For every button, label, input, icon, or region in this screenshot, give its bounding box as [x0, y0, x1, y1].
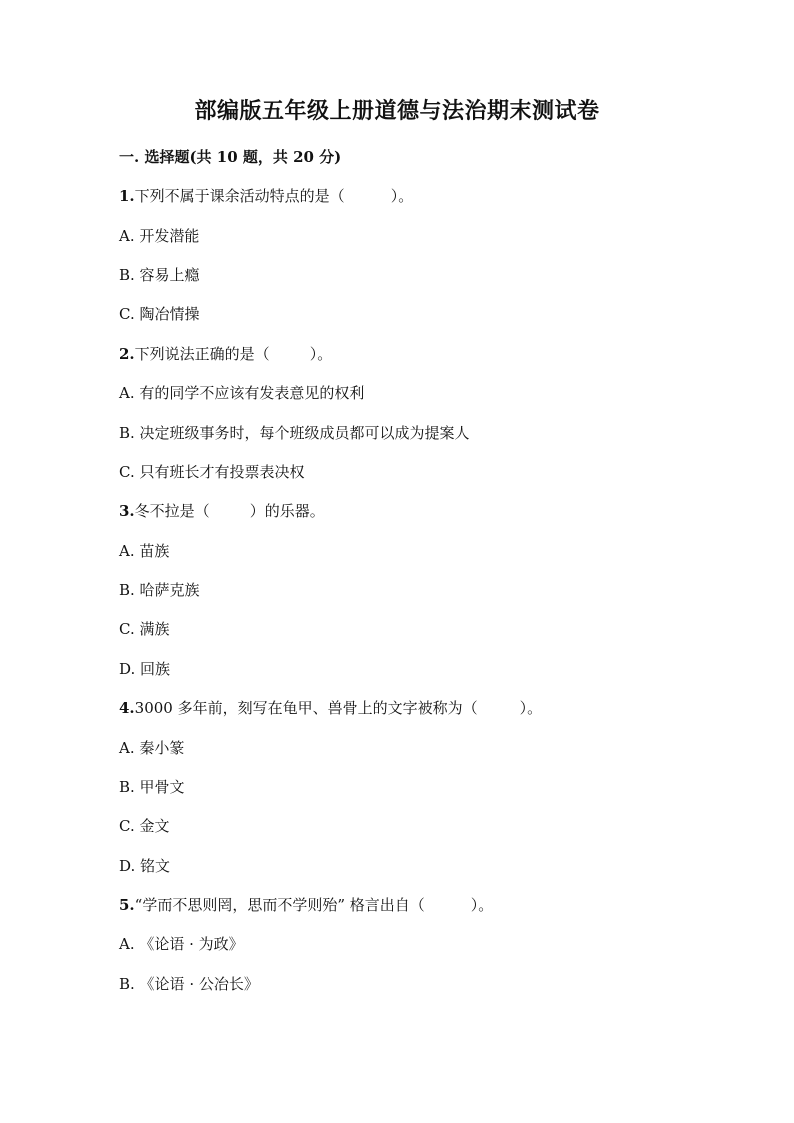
question-text-end: ）。 — [390, 187, 414, 205]
question-text: “学而不思则罔，思而不学则殆” 格言出自（ — [134, 896, 425, 914]
question-text: 下列不属于课余活动特点的是（ — [134, 187, 345, 205]
option-4b: B. 甲骨文 — [119, 778, 185, 796]
option-2c: C. 只有班长才有投票表决权 — [119, 463, 305, 481]
option-3b: B. 哈萨克族 — [119, 581, 200, 599]
question-text-end: ）。 — [470, 896, 494, 914]
option-2a: A. 有的同学不应该有发表意见的权利 — [119, 384, 365, 402]
question-number: 1. — [119, 187, 135, 205]
option-3a: A. 苗族 — [119, 542, 170, 560]
option-5a: A. 《论语 · 为政》 — [119, 935, 244, 953]
option-4c: C. 金文 — [119, 817, 170, 835]
question-5 — [119, 894, 719, 916]
option-5b: B. 《论语 · 公冶长》 — [119, 975, 259, 993]
option-1b: B. 容易上瘾 — [119, 266, 200, 284]
option-4d: D. 铭文 — [119, 857, 171, 875]
question-text-end: ）。 — [519, 699, 543, 717]
question-number: 4. — [119, 699, 135, 717]
question-text: 冬不拉是（ — [134, 502, 210, 520]
option-1a: A. 开发潜能 — [119, 227, 200, 245]
page-title: 部编版五年级上册道德与法治期末测试卷 — [194, 98, 600, 124]
question-number: 5. — [119, 896, 135, 914]
section-heading: 一. 选择题(共 10 题，共 20 分) — [119, 148, 342, 166]
question-1 — [119, 185, 719, 207]
question-2 — [119, 343, 719, 365]
question-number: 3. — [119, 502, 135, 520]
question-text-end: ）的乐器。 — [249, 502, 325, 520]
question-4 — [119, 697, 719, 719]
question-text-end: ）。 — [309, 345, 333, 363]
option-3d: D. 回族 — [119, 660, 171, 678]
option-4a: A. 秦小篆 — [119, 739, 185, 757]
option-2b: B. 决定班级事务时，每个班级成员都可以成为提案人 — [119, 424, 470, 442]
option-1c: C. 陶冶情操 — [119, 305, 200, 323]
question-3 — [119, 500, 719, 522]
option-3c: C. 满族 — [119, 620, 170, 638]
question-text: 3000 多年前，刻写在龟甲、兽骨上的文字被称为（ — [134, 699, 478, 717]
question-number: 2. — [119, 345, 135, 363]
question-text: 下列说法正确的是（ — [134, 345, 270, 363]
